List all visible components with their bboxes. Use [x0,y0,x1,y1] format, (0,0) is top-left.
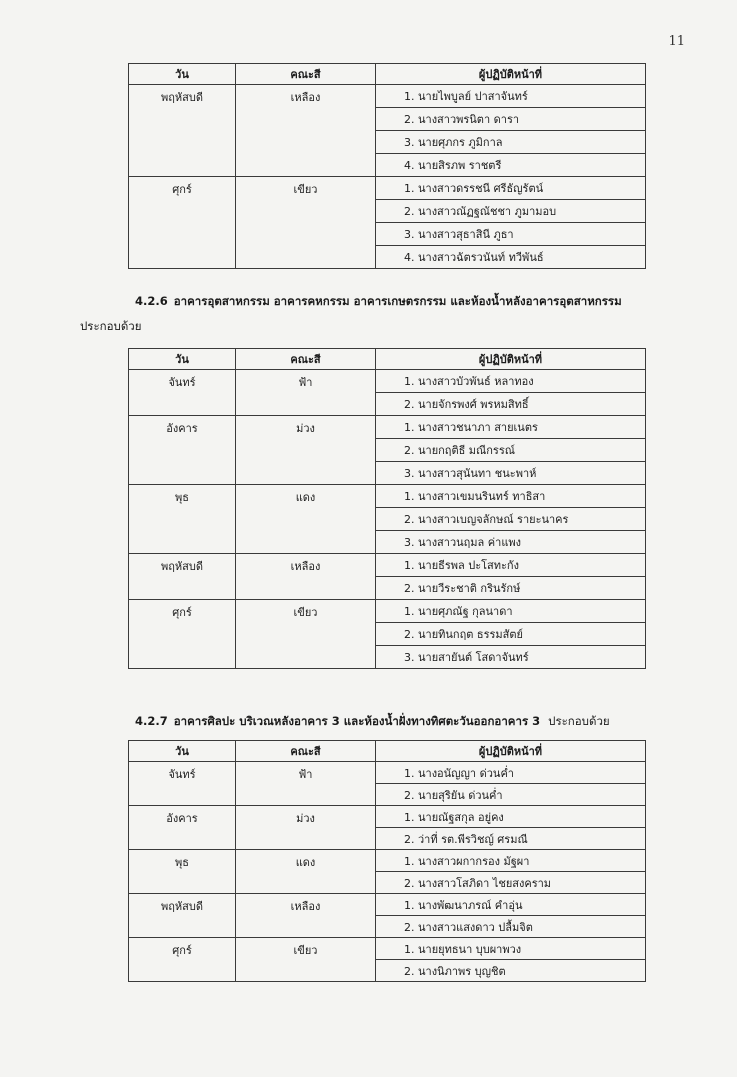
table-row [129,938,646,960]
staff-name-cell: 2. นางนิภาพร บุญชิต [376,960,646,982]
staff-name-cell: 4. นางสาวฉัตรวนันท์ ทวีพันธ์ [376,246,646,269]
table-row [129,416,646,439]
header-staff: ผู้ปฏิบัติหน้าที่ [376,64,646,85]
table-header-row [129,741,646,762]
header-day: วัน [129,64,236,85]
color-team-cell: เขียว [236,938,376,982]
section-number: 4.2.6 [135,294,168,308]
staff-name-cell: 1. นางอนัญญา ด่วนค่ำ [376,762,646,784]
staff-name-cell: 2. นางสาวแสงดาว ปลื้มจิต [376,916,646,938]
day-cell: ศุกร์ [129,600,236,669]
day-cell: พฤหัสบดี [129,85,236,177]
table-row [129,554,646,577]
staff-name-cell: 1. นายศุภณัฐ กุลนาดา [376,600,646,623]
table-row [129,370,646,393]
staff-name-cell: 1. นางสาวผกากรอง มัฐผา [376,850,646,872]
duty-table-2 [128,348,646,669]
duty-table-1 [128,63,646,269]
staff-name-cell: 1. นางพัฒนาภรณ์ คำอุ่น [376,894,646,916]
staff-name-cell: 3. นายศุภกร ภูมิกาล [376,131,646,154]
staff-name-cell: 1. นายธีรพล ปะโสทะกัง [376,554,646,577]
color-team-cell: ม่วง [236,806,376,850]
color-team-cell: เหลือง [236,554,376,600]
staff-name-cell: 2. นางสาวโสภิดา ไชยสงคราม [376,872,646,894]
header-day: วัน [129,349,236,370]
page-number: 11 [668,34,685,49]
staff-name-cell: 2. นายจักรพงศ์ พรหมสิทธิ์ [376,393,646,416]
staff-name-cell: 2. นายวีระชาติ กรินรักษ์ [376,577,646,600]
staff-name-cell: 4. นายสิรภพ ราชตรี [376,154,646,177]
header-color-team: คณะสี [236,64,376,85]
color-team-cell: แดง [236,850,376,894]
staff-name-cell: 1. นางสาวบัวพันธ์ หลาทอง [376,370,646,393]
duty-table-3 [128,740,646,982]
staff-name-cell: 2. นายทินกฤต ธรรมสัตย์ [376,623,646,646]
section-suffix: ประกอบด้วย [548,714,610,728]
color-team-cell: เขียว [236,600,376,669]
staff-name-cell: 1. นางสาวดรรชนี ศรีธัญรัตน์ [376,177,646,200]
section-heading-4-2-6 [135,293,622,311]
table-row [129,485,646,508]
table-row [129,85,646,108]
staff-name-cell: 2. นายกฤติธี มณีกรรณ์ [376,439,646,462]
color-team-cell: เขียว [236,177,376,269]
day-cell: พฤหัสบดี [129,894,236,938]
table-row [129,177,646,200]
staff-name-cell: 3. นางสาวนฤมล ค่าแพง [376,531,646,554]
table-row [129,894,646,916]
section-title: อาคารศิลปะ บริเวณหลังอาคาร 3 และห้องน้ำฝั่งทางทิศตะวันออกอาคาร 3 [173,714,541,728]
day-cell: อังคาร [129,806,236,850]
section-title: อาคารอุตสาหกรรม อาคารคหกรรม อาคารเกษตรกรรม และห้องน้ำหลังอาคารอุตสาหกรรม [173,294,622,308]
day-cell: จันทร์ [129,370,236,416]
staff-name-cell: 2. นางสาวพรนิตา ดารา [376,108,646,131]
staff-name-cell: 1. นายยุทธนา บุบผาพวง [376,938,646,960]
table-row [129,600,646,623]
color-team-cell: ฟ้า [236,762,376,806]
table-header-row [129,349,646,370]
table-row [129,806,646,828]
header-color-team: คณะสี [236,741,376,762]
table-header-row [129,64,646,85]
day-cell: จันทร์ [129,762,236,806]
day-cell: พุธ [129,485,236,554]
staff-name-cell: 1. นางสาวเขมนรินทร์ ทาธิสา [376,485,646,508]
day-cell: อังคาร [129,416,236,485]
section-suffix: ประกอบด้วย [80,319,142,333]
header-day: วัน [129,741,236,762]
staff-name-cell: 3. นางสาวสุธาสินี ภูธา [376,223,646,246]
day-cell: ศุกร์ [129,177,236,269]
day-cell: พฤหัสบดี [129,554,236,600]
header-staff: ผู้ปฏิบัติหน้าที่ [376,349,646,370]
staff-name-cell: 2. ว่าที่ รต.พีรวิชญ์ ศรมณี [376,828,646,850]
color-team-cell: แดง [236,485,376,554]
day-cell: พุธ [129,850,236,894]
staff-name-cell: 1. นายณัฐสกุล อยู่คง [376,806,646,828]
staff-name-cell: 2. นางสาวณัฏฐณัชชา ภูมามอบ [376,200,646,223]
staff-name-cell: 2. นายสุริยัน ด่วนค่ำ [376,784,646,806]
day-cell: ศุกร์ [129,938,236,982]
color-team-cell: เหลือง [236,894,376,938]
header-staff: ผู้ปฏิบัติหน้าที่ [376,741,646,762]
staff-name-cell: 1. นางสาวชนาภา สายเนตร [376,416,646,439]
color-team-cell: เหลือง [236,85,376,177]
table-row [129,850,646,872]
staff-name-cell: 1. นายไพบูลย์ ปาสาจันทร์ [376,85,646,108]
color-team-cell: ฟ้า [236,370,376,416]
table-row [129,762,646,784]
staff-name-cell: 3. นางสาวสุนันทา ชนะพาห์ [376,462,646,485]
staff-name-cell: 3. นายสายันต์ โสดาจันทร์ [376,646,646,669]
color-team-cell: ม่วง [236,416,376,485]
staff-name-cell: 2. นางสาวเบญจลักษณ์ รายะนาคร [376,508,646,531]
section-number: 4.2.7 [135,714,168,728]
section-heading-4-2-7 [135,713,610,731]
header-color-team: คณะสี [236,349,376,370]
